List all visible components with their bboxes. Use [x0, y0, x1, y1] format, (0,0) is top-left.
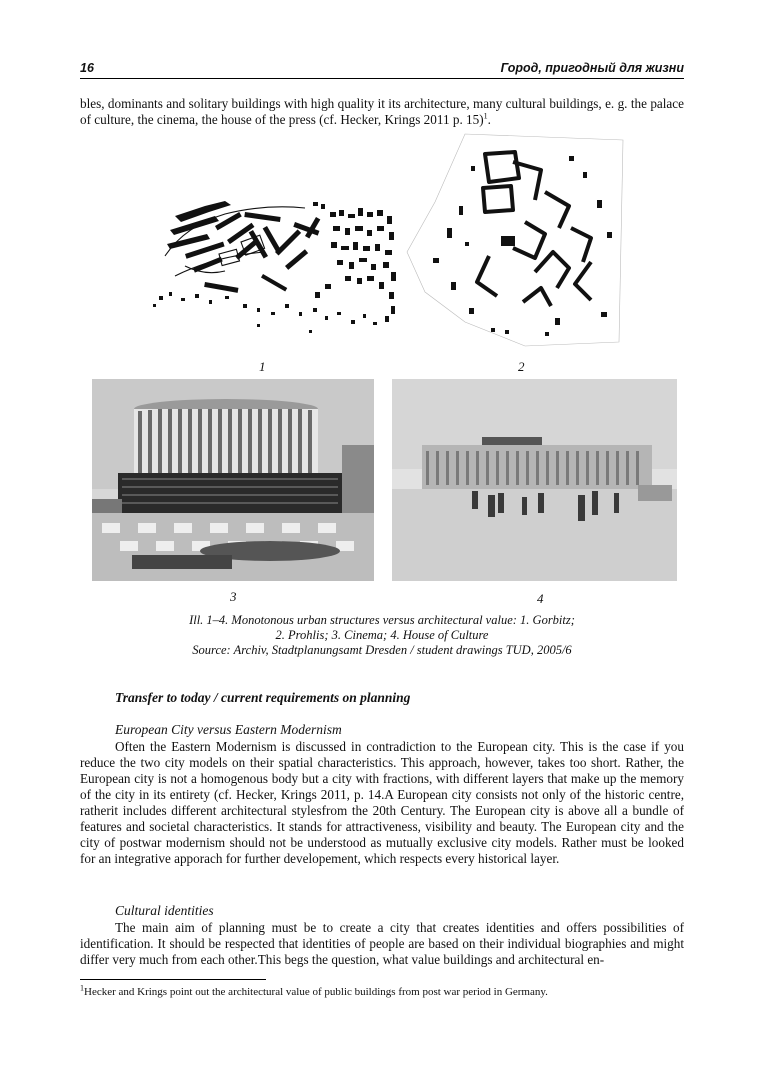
caption-line-3: Source: Archiv, Stadtplanungsamt Dresden / student drawings TUD, 2005/6 — [192, 643, 572, 657]
subheading-cultural-identities: Cultural identities — [115, 903, 214, 918]
footnote-ref: 1 — [483, 111, 488, 121]
figure-2-label: 2 — [518, 359, 525, 374]
section-heading: Transfer to today / current requirements on planning — [115, 690, 411, 705]
caption-line-2: 2. Prohlis; 3. Cinema; 4. House of Culture — [275, 628, 489, 642]
paragraph-top-text: bles, dominants and solitary buildings with high quality it its architecture, many cultural buildings, e. g. the palace of culture, the cinema, the house of the press (cf. Hecker, Krings 2011 p. 15) — [80, 96, 684, 127]
page-number: 16 — [80, 61, 94, 75]
footnote-number: 1 — [80, 983, 84, 993]
figure-caption — [80, 613, 684, 658]
paragraph-top — [80, 96, 684, 128]
figure-1-label: 1 — [259, 359, 266, 374]
figure-3-label: 3 — [230, 589, 237, 604]
figure-1-gorbitz-map — [145, 196, 397, 346]
caption-line-1: Ill. 1–4. Monotonous urban structures versus architectural value: 1. Gorbitz; — [189, 613, 575, 627]
paragraph-cultural-identities: The main aim of planning must be to create a city that creates identities and offers possibilities of identification. It should be respected that identities of people are based on their individual biographies and might differ very much from each other.This begs the question, what value buildings and architectural en- — [80, 920, 684, 967]
figure-3-cinema-photo — [92, 379, 374, 581]
figure-4-house-of-culture-photo — [392, 379, 677, 581]
paragraph-top-end: . — [487, 112, 491, 127]
figure-4-label: 4 — [537, 591, 544, 606]
journal-title: Город, пригодный для жизни — [500, 61, 684, 75]
subheading-european-city: European City versus Eastern Modernism — [115, 722, 342, 737]
footnote-rule — [80, 979, 266, 980]
footnote — [80, 983, 684, 998]
running-header — [80, 60, 684, 79]
paragraph-european-city: Often the Eastern Modernism is discussed in contradiction to the European city. This is the case if you reduce the two city models on their spatial characteristics. This approach, however, takes too short. Rather, the European city is not a homogenous body but a city with fractions, with different layers that make up the memory of the city in its entirety (cf. Hecker, Krings 2011, p. 14.A European city consists not only of the historic centre, ratherit includes different architectural stylesfrom the 20th Century. The European city is above all a bundle of features and societal characteristics. It stands for attractiveness, visibility and beauty. The European city and the city of postwar modernism should not be understood as mutually exclusive city models. Rather must be looked for an integrative apporach for further developement, which respects every historical layer. — [80, 739, 684, 866]
footnote-text: Hecker and Krings point out the architectural value of public buildings from post war period in Germany. — [84, 986, 548, 998]
figure-2-prohlis-map — [405, 132, 627, 347]
